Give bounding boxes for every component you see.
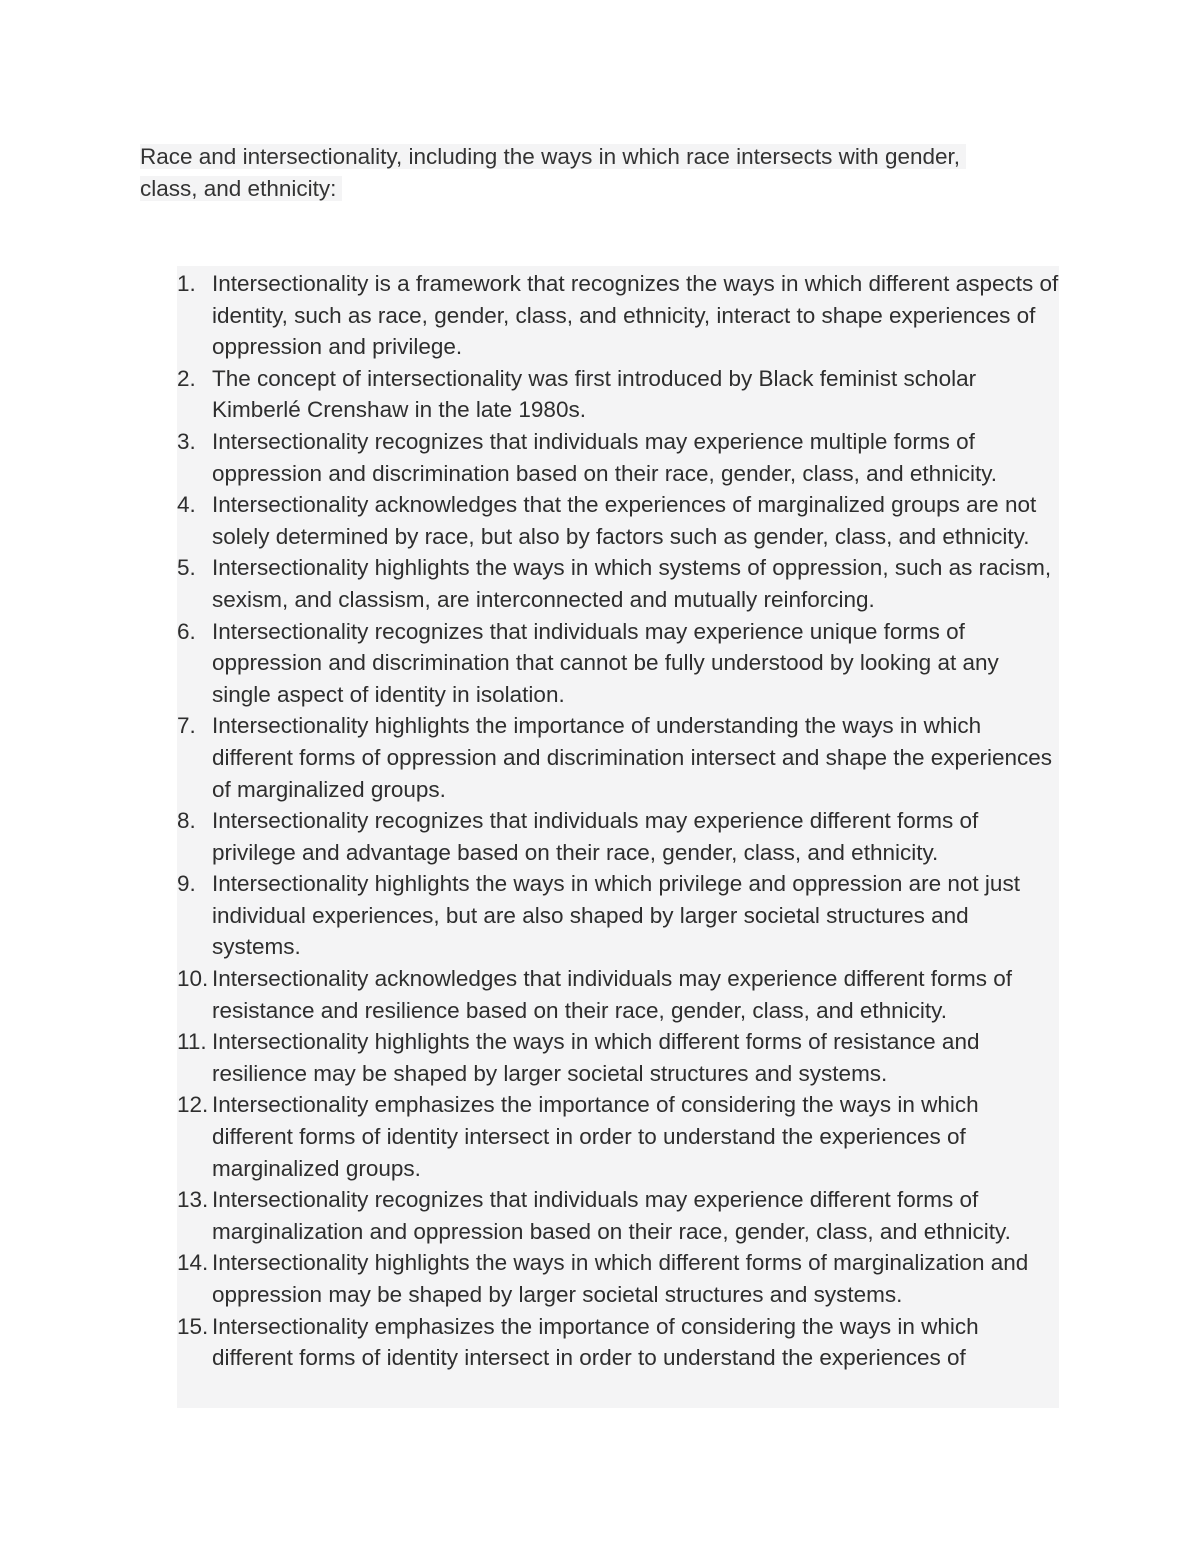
list-item-number: 14. — [177, 1250, 209, 1276]
list-item-text: Intersectionality highlights the importance of understanding the ways in which different forms of oppression and discrimination intersect and shape the experiences of marginalized groups. — [212, 713, 1053, 802]
list-item — [177, 1089, 1059, 1184]
list-item-number: 1. — [177, 271, 196, 296]
list-item-number: 6. — [177, 618, 196, 644]
list-item — [177, 552, 1059, 615]
list-item-text: Intersectionality highlights the ways in which systems of oppression, such as racism, sexism, and classism, are interconnected and mutually reinforcing. — [212, 555, 1052, 612]
list-item-number: 12. — [177, 1092, 209, 1118]
list-item-text: Intersectionality acknowledges that individuals may experience different forms of resistance and resilience based on their race, gender, class, and ethnicity. — [212, 966, 1013, 1023]
list-item-number: 4. — [177, 492, 196, 518]
heading-text: Race and intersectionality, including the ways in which race intersects with gender, class, and ethnicity: — [140, 144, 966, 201]
list-item — [177, 363, 1059, 426]
list-item — [177, 1247, 1059, 1310]
list-item-number: 15. — [177, 1313, 209, 1339]
list-item — [177, 489, 1059, 552]
list-item-text: Intersectionality highlights the ways in which different forms of resistance and resilience may be shaped by larger societal structures and systems. — [212, 1029, 980, 1086]
list-item — [177, 1026, 1059, 1089]
list-item-number: 9. — [177, 871, 196, 897]
numbered-list-block — [177, 266, 1059, 1408]
list-item — [177, 1311, 1059, 1374]
list-item-text: Intersectionality recognizes that individuals may experience different forms of marginalization and oppression based on their race, gender, class, and ethnicity. — [212, 1187, 1011, 1244]
list-item-number: 11. — [177, 1029, 207, 1055]
list-item-number: 3. — [177, 428, 196, 454]
list-item — [177, 1184, 1059, 1247]
list-item — [177, 616, 1059, 711]
list-item-text: Intersectionality emphasizes the importance of considering the ways in which different forms of identity intersect in order to understand the experiences of marginalized groups. — [212, 1092, 979, 1181]
list-item-text: The concept of intersectionality was first introduced by Black feminist scholar Kimberlé Crenshaw in the late 1980s. — [212, 365, 977, 423]
list-item-number: 13. — [177, 1187, 209, 1213]
list-item-text: Intersectionality emphasizes the importance of considering the ways in which different forms of identity intersect in order to understand the experiences of — [212, 1313, 979, 1371]
list-item-number: 5. — [177, 555, 196, 581]
list-item-text: Intersectionality recognizes that individuals may experience different forms of privilege and advantage based on their race, gender, class, and ethnicity. — [212, 808, 979, 865]
list-item — [177, 426, 1059, 489]
list-item — [177, 868, 1059, 963]
list-item — [177, 963, 1059, 1026]
list-item-number: 2. — [177, 365, 196, 391]
list-item-text: Intersectionality recognizes that individuals may experience unique forms of oppression and discrimination that cannot be fully understood by looking at any single aspect of identity in isolation. — [212, 618, 999, 707]
list-item-number: 7. — [177, 713, 196, 739]
list-item-text: Intersectionality acknowledges that the experiences of marginalized groups are not solely determined by race, but also by factors such as gender, class, and ethnicity. — [212, 492, 1037, 549]
list-item-text: Intersectionality highlights the ways in which privilege and oppression are not just individual experiences, but are also shaped by larger societal structures and systems. — [212, 871, 1020, 960]
list-item-text: Intersectionality is a framework that recognizes the ways in which different aspects of identity, such as race, gender, class, and ethnicity, interact to shape experiences of oppression and privilege. — [212, 271, 1059, 360]
list-item-number: 8. — [177, 808, 196, 834]
numbered-list — [177, 266, 1059, 1374]
list-item-text: Intersectionality highlights the ways in which different forms of marginalization and oppression may be shaped by larger societal structures and systems. — [212, 1250, 1029, 1307]
list-item-number: 10. — [177, 966, 209, 992]
list-item — [177, 805, 1059, 868]
list-item-text: Intersectionality recognizes that individuals may experience multiple forms of oppression and discrimination based on their race, gender, class, and ethnicity. — [212, 428, 998, 486]
document-heading — [140, 141, 1020, 204]
list-item — [177, 710, 1059, 805]
list-item — [177, 268, 1059, 363]
